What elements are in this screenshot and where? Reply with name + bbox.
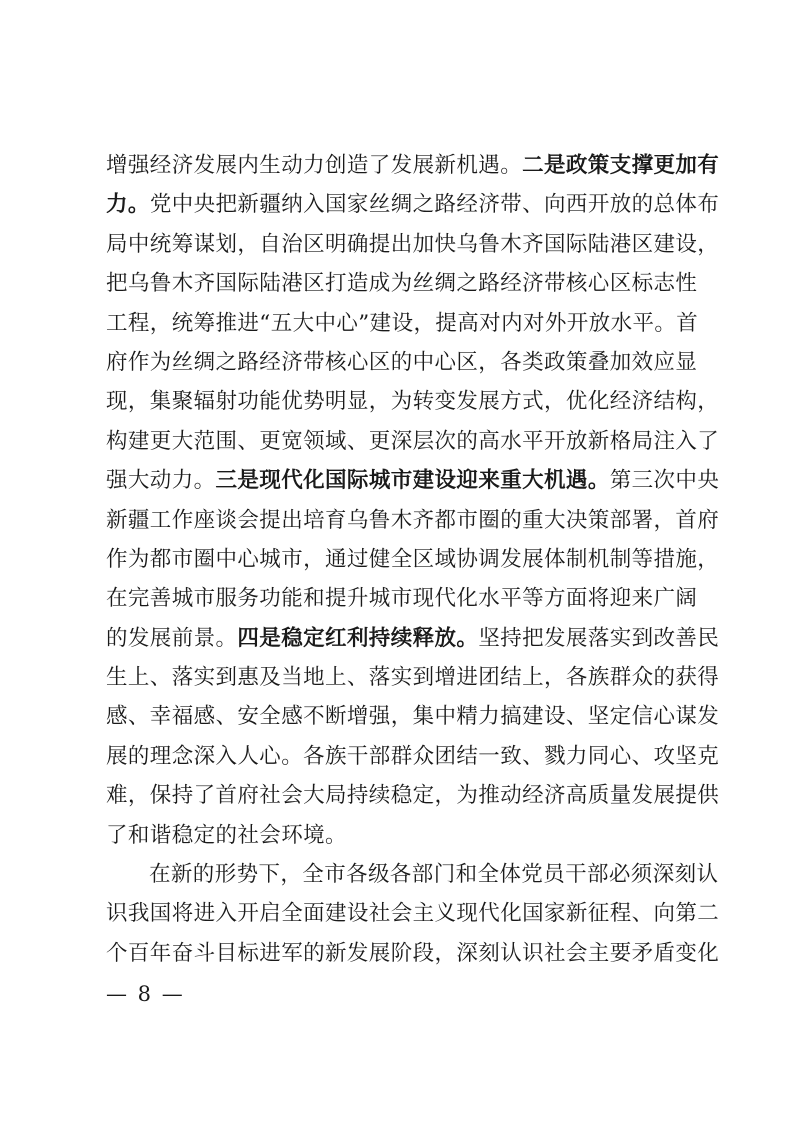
text-line [106,461,720,500]
text-line [106,658,720,697]
text-line [106,737,720,776]
text-line [106,382,720,421]
text-segment: 强大动力。 [106,468,216,494]
text-segment: 第三次中央 [609,468,720,494]
text-line [106,304,699,343]
text-segment: 府作为丝绸之路经济带核心区的中心区，各类政策叠加效应显 [106,349,698,375]
text-segment: 了和谐稳定的社会环境。 [106,822,347,848]
text-segment: 工程，统筹推进“五大中心”建设，提高对内对外开放水平。首 [106,310,699,336]
bold-text-segment: 四是稳定红利持续释放。 [237,625,479,651]
text-segment: 现，集聚辐射功能优势明显，为转变发展方式，优化经济结构， [106,389,720,415]
text-segment: 党中央把新疆纳入国家丝绸之路经济带、向西开放的总体布 [149,192,720,218]
text-segment: 新疆工作座谈会提出培育乌鲁木齐都市圈的重大决策部署，首府 [106,507,720,533]
text-segment: 的发展前景。 [106,625,238,651]
bold-text-segment: 力。 [106,192,150,218]
text-line [106,619,720,658]
text-line [106,185,720,224]
text-line [106,264,698,303]
text-segment: 把乌鲁木齐国际陆港区打造成为丝绸之路经济带核心区标志性 [106,271,698,297]
text-line [106,225,720,264]
bold-text-segment: 三是现代化国际城市建设迎来重大机遇。 [215,468,610,494]
text-segment: 在新的形势下，全市各级各部门和全体党员干部必须深刻认 [149,862,719,888]
page-number: — 8 — [106,982,185,1006]
text-line [106,697,720,736]
text-segment: 增强经济发展内生动力创造了发展新机遇。 [106,153,523,178]
text-line [106,776,720,815]
text-line [106,422,720,461]
text-line [106,501,720,540]
text-line [106,816,691,855]
text-line [106,894,720,933]
text-segment: 展的理念深入人心。各族干部群众团结一致、戮力同心、攻坚克 [106,743,720,769]
paragraph-2 [106,855,720,973]
text-line [106,579,698,618]
text-line [106,934,720,973]
text-segment: 在完善城市服务功能和提升城市现代化水平等方面将迎来广阔 [106,586,698,612]
text-segment: 识我国将进入开启全面建设社会主义现代化国家新征程、向第二 [106,901,720,927]
text-segment: 构建更大范围、更宽领域、更深层次的高水平开放新格局注入了 [106,428,720,454]
text-line [106,146,720,185]
text-line [106,343,698,382]
body-text [106,146,720,973]
text-line [106,540,720,579]
text-segment: 感、幸福感、安全感不断增强，集中精力搞建设、坚定信心谋发 [106,704,720,730]
text-segment: 局中统筹谋划，自治区明确提出加快乌鲁木齐国际陆港区建设， [106,231,720,257]
text-segment: 作为都市圈中心城市，通过健全区域协调发展体制机制等措施， [106,546,720,572]
text-segment: 难，保持了首府社会大局持续稳定，为推动经济高质量发展提供 [106,783,720,809]
text-line [106,855,719,894]
bold-text-segment: 二是政策支撑更加有 [522,153,720,178]
paragraph-1 [106,146,720,855]
text-segment: 个百年奋斗目标进军的新发展阶段，深刻认识社会主要矛盾变化 [106,940,720,966]
text-segment: 生上、落实到惠及当地上、落实到增进团结上，各族群众的获得 [106,665,720,691]
text-segment: 坚持把发展落实到改善民 [478,625,720,651]
